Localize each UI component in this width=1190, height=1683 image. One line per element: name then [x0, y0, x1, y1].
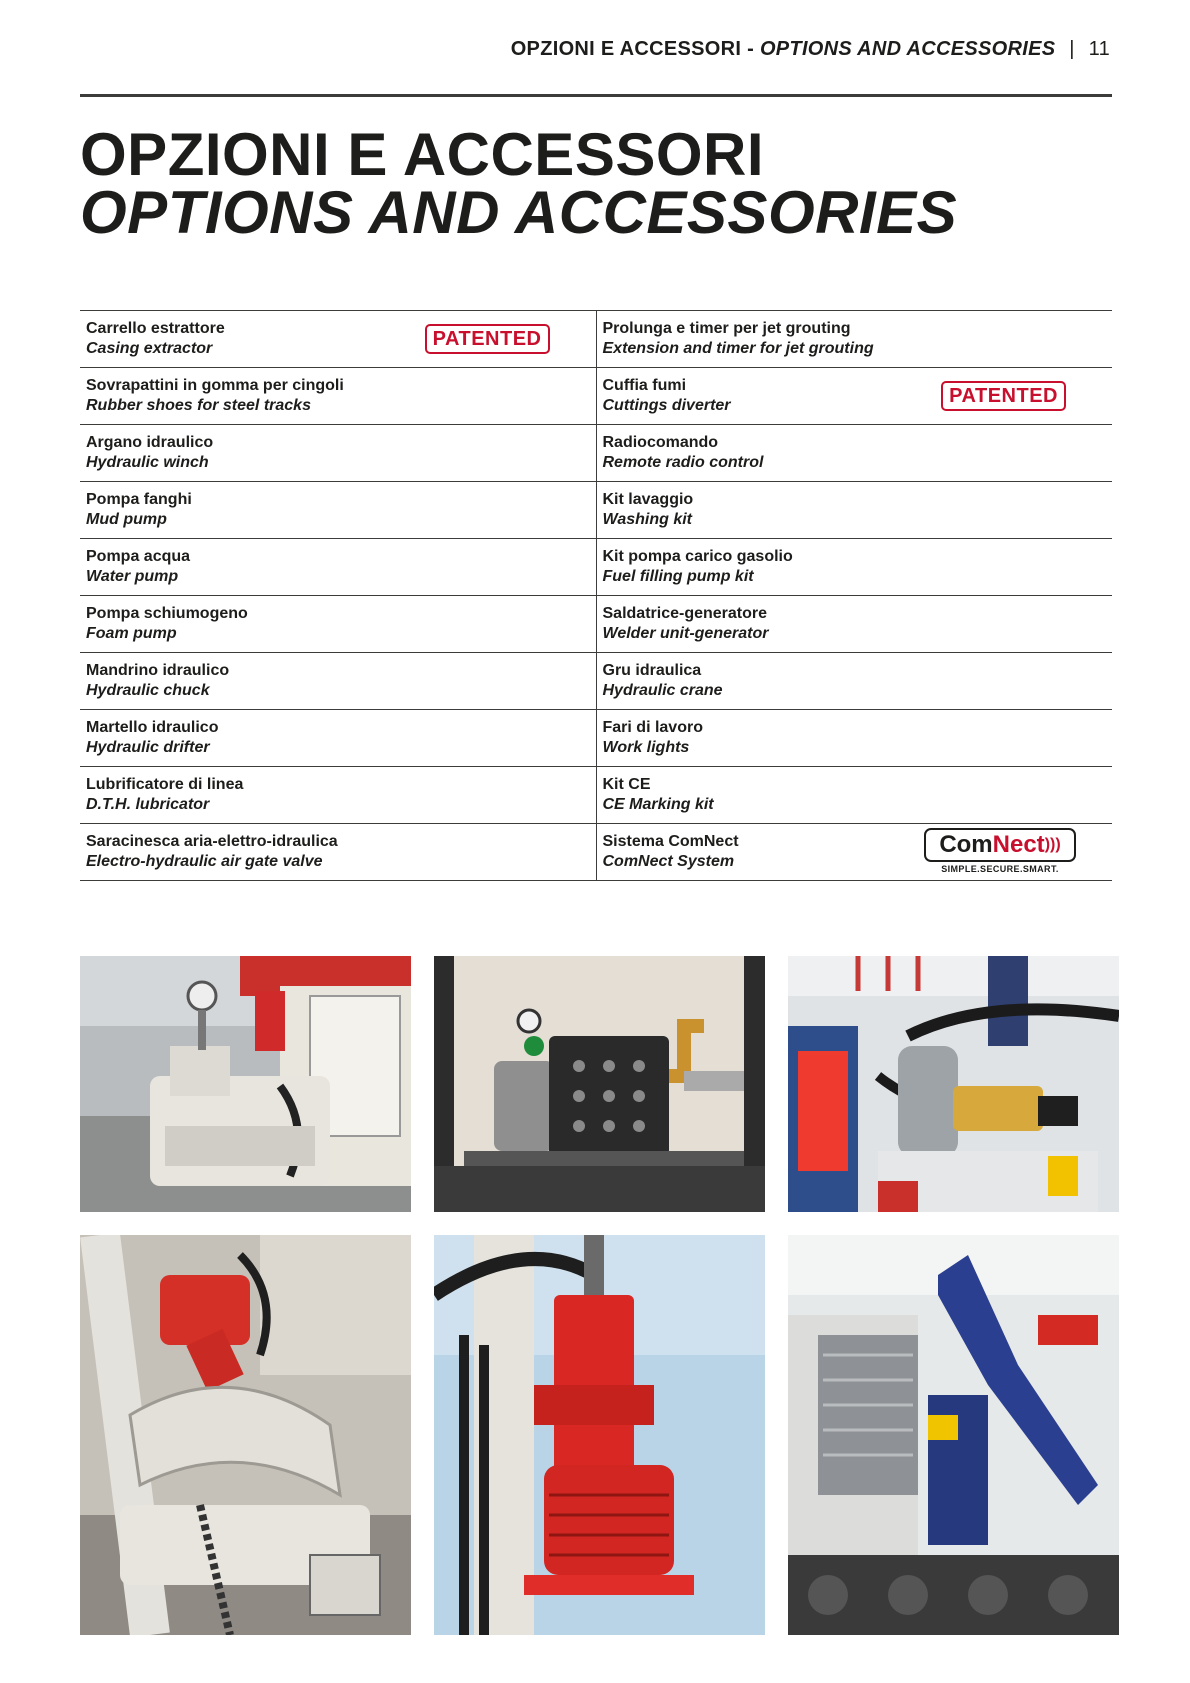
option-name-it: Kit pompa carico gasolio: [602, 548, 793, 565]
option-cell: [596, 539, 1112, 596]
table-row: [80, 311, 1112, 368]
patented-badge: PATENTED: [941, 381, 1066, 411]
option-cell: [80, 653, 596, 710]
table-row: [80, 824, 1112, 881]
comnect-logo: [924, 828, 1076, 874]
option-cell: [596, 311, 1112, 368]
option-cell: [596, 596, 1112, 653]
option-cell: [80, 767, 596, 824]
comnect-logo-word-red: Nect: [992, 831, 1045, 858]
photo-hydraulic-crane: [788, 1235, 1119, 1635]
option-name-en: Remote radio control: [602, 454, 764, 471]
option-name-it: Carrello estrattore: [86, 320, 225, 337]
page-title-it: OPZIONI E ACCESSORI: [80, 121, 765, 188]
header-section-it: OPZIONI E ACCESSORI -: [510, 38, 755, 60]
option-name-it: Martello idraulico: [86, 719, 219, 736]
option-name-it: Gru idraulica: [602, 662, 702, 679]
option-cell: [596, 368, 1112, 425]
table-row: [80, 539, 1112, 596]
option-cell: [596, 767, 1112, 824]
page-title: [80, 121, 958, 246]
option-cell: [596, 824, 1112, 881]
option-name-it: Pompa acqua: [86, 548, 191, 565]
option-cell: [596, 425, 1112, 482]
option-name-it: Kit CE: [602, 776, 651, 793]
wifi-icon: ))): [1044, 836, 1061, 853]
options-table: [80, 310, 1112, 881]
option-name-en: Rubber shoes for steel tracks: [86, 397, 311, 414]
option-cell: [596, 710, 1112, 767]
option-cell: [80, 596, 596, 653]
option-cell: [80, 425, 596, 482]
option-name-it: Cuffia fumi: [602, 377, 687, 394]
comnect-logo-wordmark: [924, 828, 1076, 862]
option-cell: [80, 368, 596, 425]
option-cell: [80, 311, 596, 368]
option-name-en: Water pump: [86, 568, 179, 585]
option-cell: [80, 710, 596, 767]
page-number: 11: [1088, 38, 1110, 60]
option-name-en: CE Marking kit: [602, 796, 714, 813]
comnect-logo-word-dark: Com: [939, 831, 993, 858]
option-cell: [80, 482, 596, 539]
option-name-it: Kit lavaggio: [602, 491, 694, 508]
option-name-en: Mud pump: [86, 511, 167, 528]
photo-washing-kit: [788, 956, 1119, 1212]
option-cell: [596, 653, 1112, 710]
option-name-en: Welder unit-generator: [602, 625, 769, 642]
comnect-logo-tagline: SIMPLE.SECURE.SMART.: [941, 864, 1059, 874]
option-name-en: Foam pump: [86, 625, 177, 642]
option-name-en: Cuttings diverter: [602, 397, 731, 414]
option-cell: [80, 539, 596, 596]
option-name-it: Sistema ComNect: [602, 833, 739, 850]
option-cell: [596, 482, 1112, 539]
option-name-en: Casing extractor: [86, 340, 213, 357]
option-name-it: Pompa fanghi: [86, 491, 192, 508]
table-row: [80, 482, 1112, 539]
option-name-en: Fuel filling pump kit: [602, 568, 754, 585]
option-name-it: Sovrapattini in gomma per cingoli: [86, 377, 344, 394]
running-header: [511, 38, 1110, 61]
table-row: [80, 368, 1112, 425]
photo-mud-pump: [80, 956, 411, 1212]
photo-hydraulic-drifter: [434, 1235, 765, 1635]
option-name-it: Fari di lavoro: [602, 719, 703, 736]
table-row: [80, 710, 1112, 767]
table-row: [80, 425, 1112, 482]
header-separator: |: [1069, 38, 1075, 60]
photo-water-pump: [434, 956, 765, 1212]
option-name-it: Saldatrice-generatore: [602, 605, 768, 622]
option-name-en: ComNect System: [602, 853, 735, 870]
table-row: [80, 767, 1112, 824]
option-name-it: Saracinesca aria-elettro-idraulica: [86, 833, 338, 850]
header-section-en: OPTIONS AND ACCESSORIES: [759, 38, 1056, 60]
option-name-en: Extension and timer for jet grouting: [602, 340, 874, 357]
header-divider: [80, 94, 1112, 97]
option-name-it: Argano idraulico: [86, 434, 214, 451]
option-name-en: Washing kit: [602, 511, 692, 528]
table-row: [80, 596, 1112, 653]
patented-badge: PATENTED: [425, 324, 550, 354]
option-name-it: Radiocomando: [602, 434, 719, 451]
page-title-en: OPTIONS AND ACCESSORIES: [80, 179, 958, 246]
option-name-en: Hydraulic winch: [86, 454, 209, 471]
option-name-en: Electro-hydraulic air gate valve: [86, 853, 323, 870]
option-name-en: D.T.H. lubricator: [86, 796, 210, 813]
option-name-it: Mandrino idraulico: [86, 662, 230, 679]
option-cell: [80, 824, 596, 881]
option-name-en: Hydraulic chuck: [86, 682, 210, 699]
option-name-it: Lubrificatore di linea: [86, 776, 244, 793]
option-name-it: Pompa schiumogeno: [86, 605, 248, 622]
table-row: [80, 653, 1112, 710]
photo-hydraulic-chuck: [80, 1235, 411, 1635]
option-name-en: Hydraulic crane: [602, 682, 723, 699]
option-name-en: Work lights: [602, 739, 690, 756]
option-name-en: Hydraulic drifter: [86, 739, 210, 756]
option-name-it: Prolunga e timer per jet grouting: [602, 320, 851, 337]
